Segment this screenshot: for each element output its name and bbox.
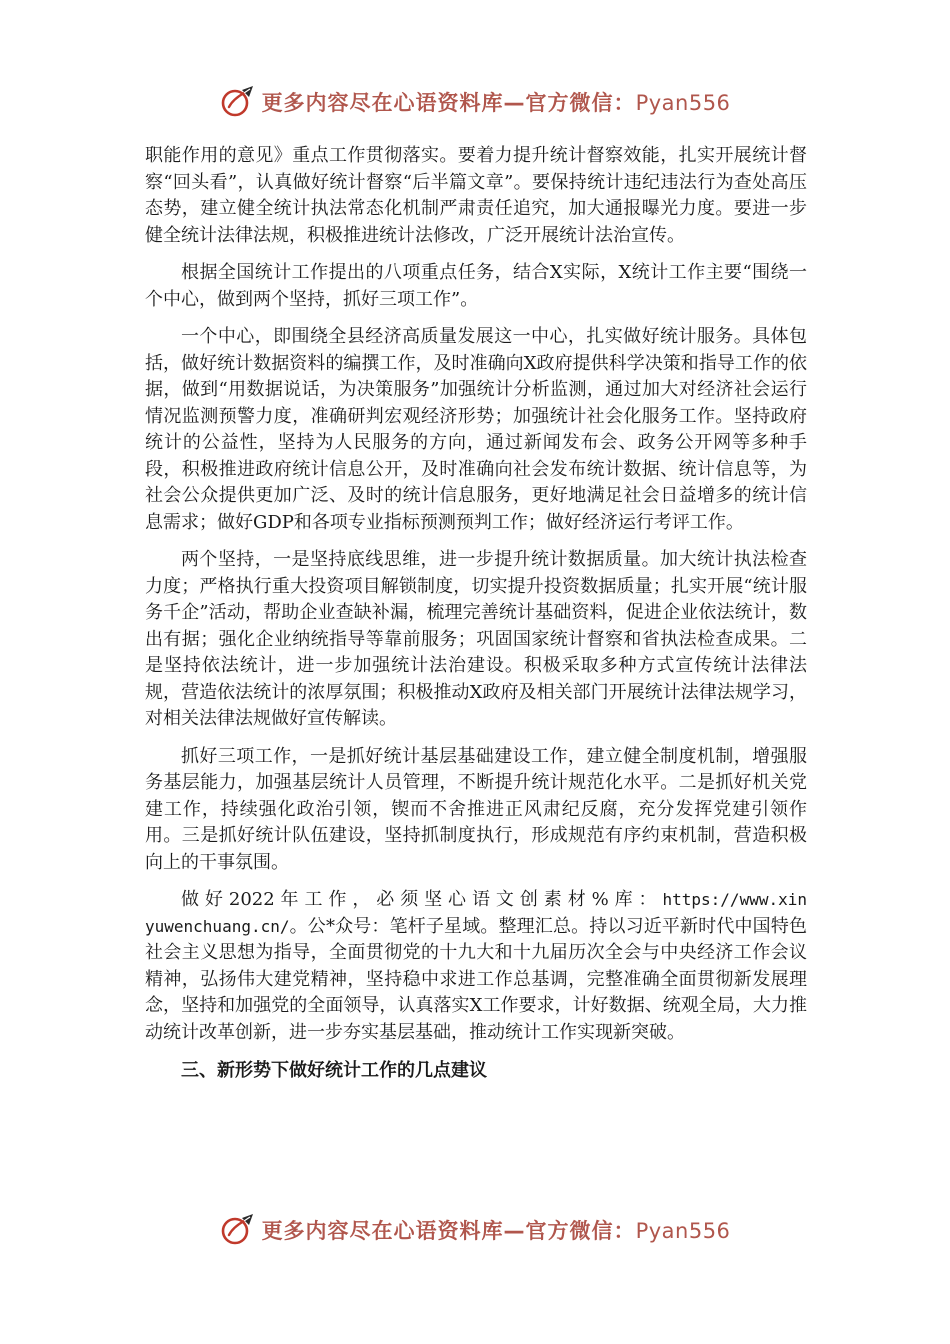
paragraph-promo xyxy=(145,887,807,1046)
pen-logo-icon xyxy=(220,84,256,120)
paragraph-one-center: 一个中心，即围绕全县经济高质量发展这一中心，扎实做好统计服务。具体包括，做好统计数据资料的编撰工作，及时准确向X政府提供科学决策和指导工作的依据，做到“用数据说话，为决策服务”加强统计分析监测，通过加大对经济社会运行情况监测预警力度，准确研判宏观经济形势；加强统计社会化服务工作。坚持政府统计的公益性，坚持为人民服务的方向，通过新闻发布会、政务公开网等多种手段，积极推进政府统计信息公开，及时准确向社会发布统计数据、统计信息等，为社会公众提供更加广泛、及时的统计信息服务，更好地满足社会日益增多的统计信息需求；做好GDP和各项专业指标预测预判工作；做好经济运行考评工作。 xyxy=(145,326,807,533)
promo-url-link[interactable]: https://www.xinyuwenchuang.cn/ xyxy=(145,890,807,936)
promo-lead: 做 好 2022 年 工 作 ， 必 须 坚 心 语 文 创 素 材 % 库 ： xyxy=(181,889,657,910)
pen-logo-icon xyxy=(220,1212,256,1248)
header-watermark-banner xyxy=(0,80,950,124)
banner-text: 更多内容尽在心语资料库—官方微信：Pyan556 xyxy=(261,1219,731,1243)
document-body xyxy=(145,143,807,1085)
paragraph-three-tasks: 抓好三项工作，一是抓好统计基层基础建设工作，建立健全制度机制，增强服务基层能力，加强基层统计人员管理，不断提升统计规范化水平。二是抓好机关党建工作，持续强化政治引领，锲而不舍推进正风肃纪反腐，充分发挥党建引领作用。三是抓好统计队伍建设，坚持抓制度执行，形成规范有序约束机制，营造积极向上的干事氛围。 xyxy=(145,745,807,873)
section-heading: 三、新形势下做好统计工作的几点建议 xyxy=(181,1060,487,1081)
footer-watermark-banner xyxy=(0,1208,950,1252)
banner-handle: Pyan556 xyxy=(635,91,731,115)
promo-tail: 。公*众号：笔杆子星域。整理汇总。持以习近平新时代中国特色社会主义思想为指导，全面贯彻党的十九大和十九届历次全会与中央经济工作会议精神，弘扬伟大建党精神，坚持稳中求进工作总基调，完整准确全面贯彻新发展理念，坚持和加强党的全面领导，认真落实X工作要求，计好数据、统观全局，大力推动统计改革创新，进一步夯实基层基础，推动统计工作实现新突破。 xyxy=(145,915,807,1043)
paragraph-key-tasks: 根据全国统计工作提出的八项重点任务，结合X实际，X统计工作主要“围绕一个中心，做到两个坚持，抓好三项工作”。 xyxy=(145,262,807,310)
banner-handle: Pyan556 xyxy=(635,1219,731,1243)
paragraph-two-adherences: 两个坚持，一是坚持底线思维，进一步提升统计数据质量。加大统计执法检查力度；严格执行重大投资项目解锁制度，切实提升投资数据质量；扎实开展“统计服务千企”活动，帮助企业查缺补漏，梳理完善统计基础资料，促进企业依法统计，数出有据；强化企业纳统指导等靠前服务；巩固国家统计督察和省执法检查成果。二是坚持依法统计，进一步加强统计法治建设。积极采取多种方式宣传统计法律法规，营造依法统计的浓厚氛围；积极推动X政府及相关部门开展统计法律法规学习，对相关法律法规做好宣传解读。 xyxy=(145,549,807,729)
paragraph-continuation: 职能作用的意见》重点工作贯彻落实。要着力提升统计督察效能，扎实开展统计督察“回头看”，认真做好统计督察“后半篇文章”。要保持统计违纪违法行为查处高压态势，建立健全统计执法常态化机制严肃责任追究，加大通报曝光力度。要进一步健全统计法律法规，积极推进统计法修改，广泛开展统计法治宣传。 xyxy=(145,145,807,246)
banner-text: 更多内容尽在心语资料库—官方微信：Pyan556 xyxy=(261,91,731,115)
